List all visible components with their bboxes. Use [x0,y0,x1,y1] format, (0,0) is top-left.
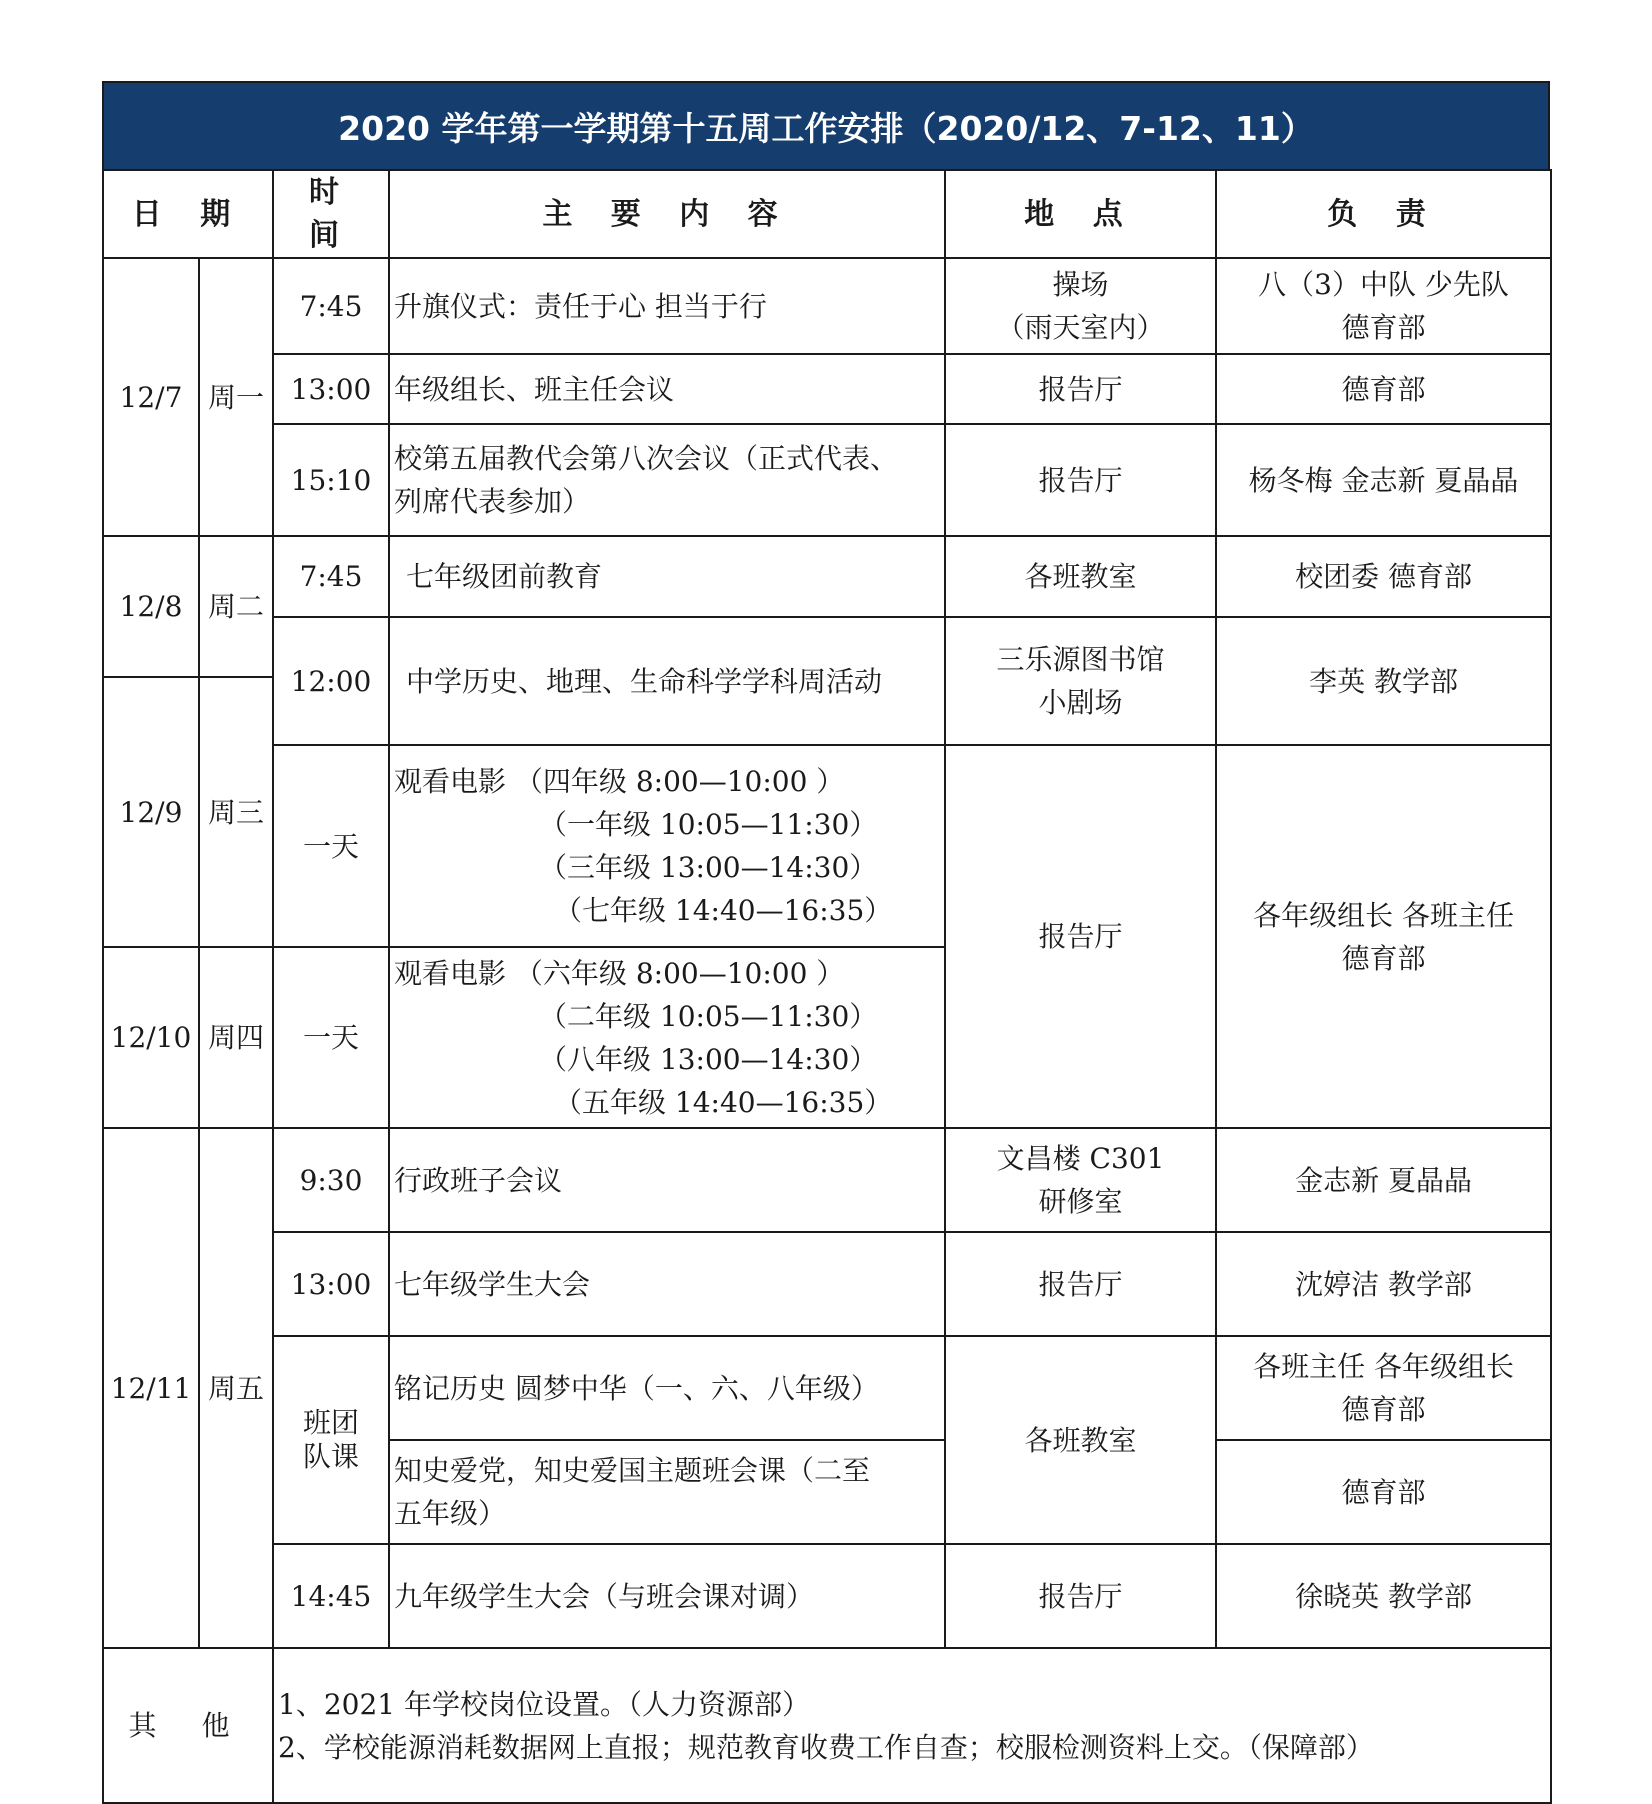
time-cell: 9:30 [273,1128,389,1232]
content-line: （三年级 13:00—14:30） [539,851,878,884]
place-cell: 报告厅 [945,354,1216,424]
content-line: （一年级 10:05—11:30） [539,808,878,841]
place-line: 文昌楼 C301 [996,1142,1165,1175]
place-cell: 报告厅 [945,424,1216,536]
owner-cell [1216,258,1551,354]
time-cell: 13:00 [273,354,389,424]
weekday-cell: 周一 [199,258,273,536]
place-line: （雨天室内） [996,311,1165,344]
place-line: 三乐源图书馆 [996,643,1165,676]
table-row [103,1128,1551,1232]
content-line: （七年级 14:40—16:35） [554,894,893,927]
place-cell [945,258,1216,354]
date-cell: 12/10 [103,947,199,1128]
other-label: 其 他 [103,1648,273,1803]
date-cell: 12/7 [103,258,199,536]
header-date: 日 期 [103,170,273,258]
other-line: 2、学校能源消耗数据网上直报；规范教育收费工作自查；校服检测资料上交。（保障部） [278,1730,1374,1764]
table-row [103,745,1551,947]
owner-cell [1216,1336,1551,1440]
schedule-sheet [102,81,1550,1804]
content-cell [389,424,945,536]
header-row [103,170,1551,258]
owner-line: 德育部 [1341,1393,1426,1426]
content-cell: 升旗仪式：责任于心 担当于行 [389,258,945,354]
content-line: 校第五届教代会第八次会议（正式代表、 [394,442,899,475]
content-cell: 铭记历史 圆梦中华（一、六、八年级） [389,1336,945,1440]
weekday-cell: 周三 [199,677,273,947]
time-cell: 一天 [273,947,389,1128]
content-cell [389,947,945,1128]
content-line: （二年级 10:05—11:30） [539,999,878,1033]
time-cell: 7:45 [273,536,389,617]
place-cell: 各班教室 [945,1336,1216,1544]
time-cell: 12:00 [273,617,389,745]
table-row [103,617,1551,677]
table-row [103,424,1551,536]
owner-line: 各年级组长 各班主任 [1253,898,1514,932]
place-line: 操场 [1052,268,1109,301]
content-line: 观看电影 （六年级 8:00—10:00 ） [394,956,845,990]
table-row [103,354,1551,424]
date-cell: 12/8 [103,536,199,677]
owner-cell: 德育部 [1216,1440,1551,1544]
content-cell [389,745,945,947]
owner-cell: 金志新 夏晶晶 [1216,1128,1551,1232]
other-row [103,1648,1551,1803]
place-cell: 各班教室 [945,536,1216,617]
time-cell: 一天 [273,745,389,947]
content-cell: 九年级学生大会（与班会课对调） [389,1544,945,1648]
place-cell: 报告厅 [945,1544,1216,1648]
owner-line: 八（3）中队 少先队 [1258,268,1509,301]
content-cell: 中学历史、地理、生命科学学科周活动 [389,617,945,745]
place-cell [945,617,1216,745]
header-time: 时 间 [273,170,389,258]
content-cell: 七年级团前教育 [389,536,945,617]
owner-cell: 校团委 德育部 [1216,536,1551,617]
page-title: 2020 学年第一学期第十五周工作安排（2020/12、7-12、11） [102,81,1550,169]
content-line: 观看电影 （四年级 8:00—10:00 ） [394,765,845,798]
owner-cell: 徐晓英 教学部 [1216,1544,1551,1648]
weekday-cell: 周二 [199,536,273,677]
content-cell [389,1440,945,1544]
time-cell: 13:00 [273,1232,389,1336]
header-owner: 负 责 [1216,170,1551,258]
owner-cell [1216,745,1551,1128]
place-cell [945,1128,1216,1232]
time-line: 队课 [303,1440,360,1473]
owner-cell: 李英 教学部 [1216,617,1551,745]
table-row [103,1232,1551,1336]
header-place: 地 点 [945,170,1216,258]
content-line: 五年级） [394,1497,507,1530]
table-row [103,1544,1551,1648]
place-cell: 报告厅 [945,745,1216,1128]
date-cell: 12/11 [103,1128,199,1648]
time-cell: 15:10 [273,424,389,536]
owner-line: 各班主任 各年级组长 [1253,1350,1514,1383]
table-row [103,536,1551,617]
weekday-cell: 周五 [199,1128,273,1648]
date-cell: 12/9 [103,677,199,947]
content-cell: 行政班子会议 [389,1128,945,1232]
other-line: 1、2021 年学校岗位设置。（人力资源部） [278,1687,810,1721]
owner-line: 德育部 [1341,941,1426,975]
content-line: （五年级 14:40—16:35） [554,1085,893,1119]
time-cell: 7:45 [273,258,389,354]
content-line: 知史爱党，知史爱国主题班会课（二至 [394,1454,871,1487]
schedule-table [102,169,1552,1804]
other-content [273,1648,1551,1803]
owner-line: 德育部 [1341,311,1426,344]
table-row [103,258,1551,354]
time-cell [273,1336,389,1544]
place-line: 小剧场 [1038,686,1123,719]
owner-cell: 杨冬梅 金志新 夏晶晶 [1216,424,1551,536]
content-line: 列席代表参加） [394,485,591,518]
place-cell: 报告厅 [945,1232,1216,1336]
place-line: 研修室 [1038,1185,1123,1218]
content-cell: 七年级学生大会 [389,1232,945,1336]
content-cell: 年级组长、班主任会议 [389,354,945,424]
content-line: （八年级 13:00—14:30） [539,1042,878,1076]
header-content: 主 要 内 容 [389,170,945,258]
weekday-cell: 周四 [199,947,273,1128]
table-row [103,1336,1551,1440]
time-line: 班团 [303,1406,360,1439]
owner-cell: 沈婷洁 教学部 [1216,1232,1551,1336]
owner-cell: 德育部 [1216,354,1551,424]
time-cell: 14:45 [273,1544,389,1648]
